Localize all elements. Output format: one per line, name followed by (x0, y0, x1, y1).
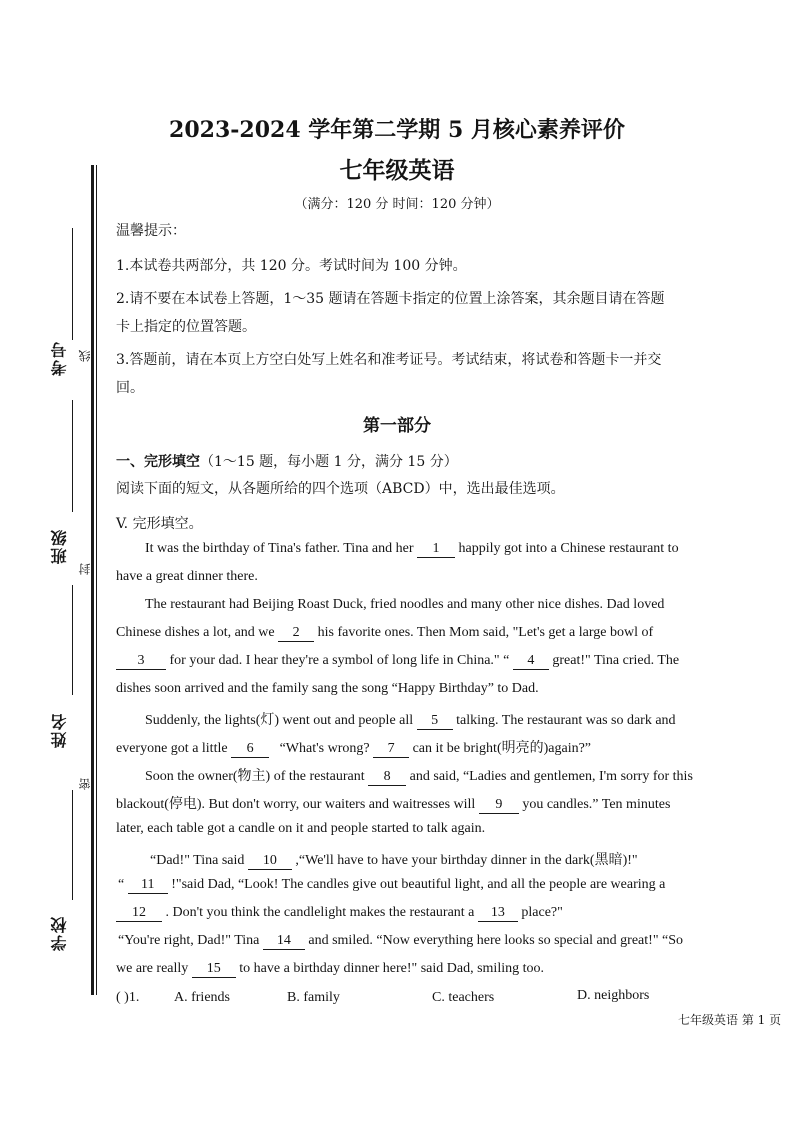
passage-line (150, 849, 638, 870)
question-1-number: ( )1. (116, 990, 140, 1005)
passage-text: “What's wrong? (279, 741, 370, 756)
passage-text: ,“We'll have to have your birthday dinner in the dark(黑暗)!" (295, 853, 638, 868)
passage-text: Soon the owner(物主) of the restaurant (145, 769, 365, 784)
question-1-option-a: A. friends (174, 990, 230, 1005)
page-footer: 七年级英语 第 1 页 (678, 1013, 782, 1027)
blank-8: 8 (368, 769, 406, 786)
passage-line (145, 765, 693, 786)
tip-item-2-line-2: 卡上指定的位置答题。 (116, 319, 256, 335)
tips-heading: 温馨提示： (116, 223, 186, 239)
school-line (72, 790, 73, 900)
passage-text: talking. The restaurant was so dark and (456, 713, 676, 728)
name-line (72, 585, 73, 695)
passage-text: for your dad. I hear they're a symbol of long life in China." “ (169, 653, 510, 668)
blank-12: 12 (116, 905, 162, 922)
passage-text: Suddenly, the lights(灯) went out and people all (145, 713, 414, 728)
tip-item-2-line-1: 2.请不要在本试卷上答题，1～35 题请在答题卡指定的位置上涂答案，其余题目请在答题 (116, 291, 665, 307)
passage-text: to have a birthday dinner here!" said Dad, smiling too. (239, 961, 544, 976)
passage-text: “Dad!" Tina said (150, 853, 245, 868)
passage-text: happily got into a Chinese restaurant to (458, 541, 679, 556)
blank-1: 1 (417, 541, 455, 558)
blank-13: 13 (478, 905, 518, 922)
passage-line (145, 541, 679, 558)
passage-text: you candles.” Ten minutes (522, 797, 671, 812)
passage-text: “ (118, 877, 125, 892)
passage-text: place?" (521, 905, 563, 920)
blank-7: 7 (373, 741, 409, 758)
part1-heading (116, 451, 458, 471)
score-info: （满分：120 分 时间：120 分钟） (294, 197, 500, 212)
exam-no-line (72, 228, 73, 340)
passage-text: can it be bright(明亮的)again?” (412, 741, 592, 756)
blank-5: 5 (417, 713, 453, 730)
passage-text: . Don't you think the candlelight makes the restaurant a (165, 905, 475, 920)
passage-text: “You're right, Dad!" Tina (118, 933, 260, 948)
passage-text: and smiled. “Now everything here looks so special and great!" “So (308, 933, 684, 948)
blank-4: 4 (513, 653, 549, 670)
section-title: 第一部分 (363, 416, 431, 436)
blank-3: 3 (116, 653, 166, 670)
passage-line (145, 709, 676, 730)
class-label: 班级 (50, 528, 69, 564)
passage-line: dishes soon arrived and the family sang the song “Happy Birthday” to Dad. (116, 681, 539, 696)
passage-line (118, 933, 683, 950)
binding-line-thick (91, 165, 94, 995)
question-1-option-d: D. neighbors (577, 988, 650, 1003)
passage-line: later, each table got a candle on it and people started to talk again. (116, 821, 486, 836)
passage-text: great!" Tina cried. The (552, 653, 680, 668)
exam-title: 2023-2024 学年第二学期 5 月核心素养评价 (169, 117, 625, 143)
seal-secret-mark: 密 (78, 778, 92, 790)
blank-6: 6 (231, 741, 269, 758)
passage-line (116, 737, 591, 758)
blank-14: 14 (263, 933, 305, 950)
passage-text: blackout(停电). But don't worry, our waiters and waitresses will (116, 797, 476, 812)
blank-11: 11 (128, 877, 168, 894)
part1-instruction: 阅读下面的短文，从各题所给的四个选项（ABCD）中，选出最佳选项。 (116, 481, 565, 497)
passage-line (116, 625, 653, 642)
exam-no-label: 考号 (50, 340, 69, 376)
tip-item-3-line-2: 回。 (116, 380, 144, 396)
part1-detail: （1～15 题，每小题 1 分，满分 15 分） (200, 454, 458, 470)
passage-text: and said, “Ladies and gentlemen, I'm sorry for this (409, 769, 693, 784)
tip-item-1: 1.本试卷共两部分，共 120 分。考试时间为 100 分钟。 (116, 258, 467, 274)
passage-text: his favorite ones. Then Mom said, "Let's get a large bowl of (317, 625, 654, 640)
passage-line (116, 961, 544, 978)
part1-sub-heading: V. 完形填空。 (116, 516, 203, 532)
passage-text: Chinese dishes a lot, and we (116, 625, 275, 640)
passage-text: !"said Dad, “Look! The candles give out beautiful light, and all the people are wearing a (171, 877, 666, 892)
question-1-option-c: C. teachers (432, 990, 495, 1005)
passage-line: have a great dinner there. (116, 569, 258, 584)
question-1-option-b: B. family (287, 990, 340, 1005)
passage-text: It was the birthday of Tina's father. Tina and her (145, 541, 414, 556)
part1-title: 一、完形填空 (116, 454, 200, 470)
seal-line-mark: 线 (78, 350, 92, 362)
blank-15: 15 (192, 961, 236, 978)
passage-line: The restaurant had Beijing Roast Duck, fried noodles and many other nice dishes. Dad loved (145, 597, 665, 612)
passage-text: we are really (116, 961, 189, 976)
exam-subtitle: 七年级英语 (339, 157, 455, 184)
blank-9: 9 (479, 797, 519, 814)
blank-2: 2 (278, 625, 314, 642)
passage-line (118, 877, 665, 894)
passage-line (116, 905, 563, 922)
tip-item-3-line-1: 3.答题前，请在本页上方空白处写上姓名和准考证号。考试结束，将试卷和答题卡一并交 (116, 352, 662, 368)
name-label: 姓名 (50, 712, 69, 748)
school-label: 学校 (50, 915, 69, 951)
seal-seal-mark: 封 (78, 563, 92, 575)
passage-line (116, 653, 679, 670)
passage-line (116, 793, 670, 814)
binding-line-thin (96, 165, 97, 995)
blank-10: 10 (248, 853, 292, 870)
passage-text: everyone got a little (116, 741, 228, 756)
